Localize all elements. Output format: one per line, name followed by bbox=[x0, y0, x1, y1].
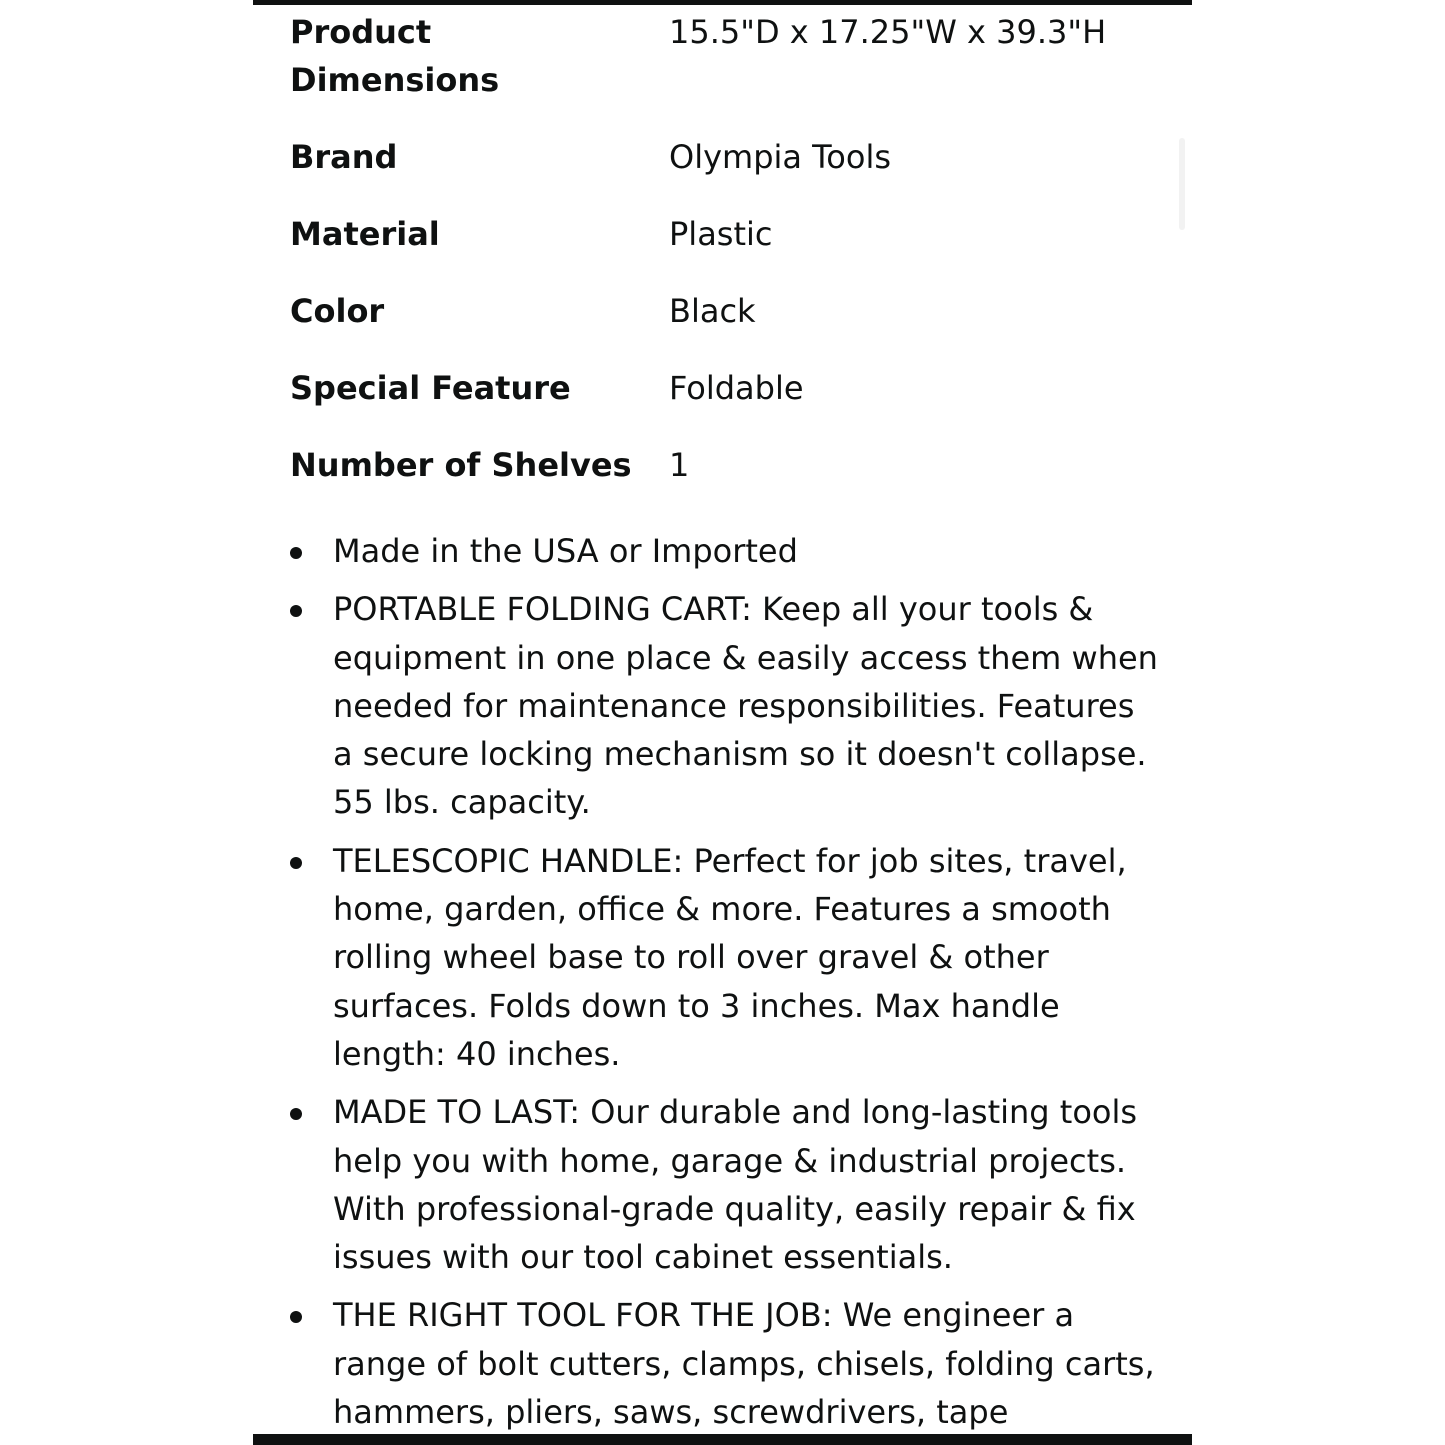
bullet-text: PORTABLE FOLDING CART: Keep all your tools & equipment in one place & easily access them when needed for maintenance responsibilities. Features a secure locking mechanism so it doesn't collapse. 55 lbs. capacity. bbox=[333, 590, 1158, 822]
spec-row-number-of-shelves bbox=[290, 441, 1170, 518]
specs-table bbox=[290, 8, 1170, 518]
list-item bbox=[283, 585, 1163, 826]
spec-value: 1 bbox=[669, 446, 690, 484]
bullet-icon bbox=[290, 1108, 302, 1120]
bullet-text: Made in the USA or Imported bbox=[333, 532, 798, 570]
bullet-text: THE RIGHT TOOL FOR THE JOB: We engineer a range of bolt cutters, clamps, chisels, folding carts, hammers, pliers, saws, screwdrivers, tape bbox=[333, 1296, 1155, 1432]
spec-label: Number of Shelves bbox=[290, 446, 632, 484]
spec-value: Black bbox=[669, 292, 756, 330]
spec-value: 15.5"D x 17.25"W x 39.3"H bbox=[669, 13, 1107, 51]
about-item-bullets bbox=[283, 527, 1163, 1445]
bullet-icon bbox=[290, 605, 302, 617]
product-details-screenshot bbox=[253, 0, 1192, 1445]
scroll-indicator[interactable] bbox=[1179, 138, 1185, 230]
bullet-icon bbox=[290, 1311, 302, 1323]
spec-row-special-feature bbox=[290, 364, 1170, 441]
list-item bbox=[283, 1291, 1163, 1436]
top-edge-bar bbox=[253, 0, 1192, 5]
spec-row-brand bbox=[290, 133, 1170, 210]
spec-label: Brand bbox=[290, 138, 398, 176]
spec-label: Material bbox=[290, 215, 440, 253]
spec-label: Product Dimensions bbox=[290, 13, 500, 99]
spec-value: Plastic bbox=[669, 215, 773, 253]
bottom-edge-bar bbox=[253, 1434, 1192, 1445]
list-item bbox=[283, 1088, 1163, 1281]
list-item bbox=[283, 527, 1163, 575]
spec-row-color bbox=[290, 287, 1170, 364]
spec-value: Foldable bbox=[669, 369, 804, 407]
spec-row-material bbox=[290, 210, 1170, 287]
spec-label: Color bbox=[290, 292, 385, 330]
bullet-icon bbox=[290, 547, 302, 559]
spec-label: Special Feature bbox=[290, 369, 571, 407]
spec-row-product-dimensions bbox=[290, 8, 1170, 133]
bullet-text: TELESCOPIC HANDLE: Perfect for job sites, travel, home, garden, office & more. Features a smooth rolling wheel base to roll over gravel & other surfaces. Folds down to 3 inches. Max handle length: 40 inches. bbox=[333, 841, 1127, 1073]
spec-value: Olympia Tools bbox=[669, 138, 891, 176]
bullet-icon bbox=[290, 857, 302, 869]
bullet-text: MADE TO LAST: Our durable and long-lasting tools help you with home, garage & industrial projects. With professional-grade quality, easily repair & fix issues with our tool cabinet essentials. bbox=[333, 1093, 1138, 1277]
list-item bbox=[283, 837, 1163, 1078]
